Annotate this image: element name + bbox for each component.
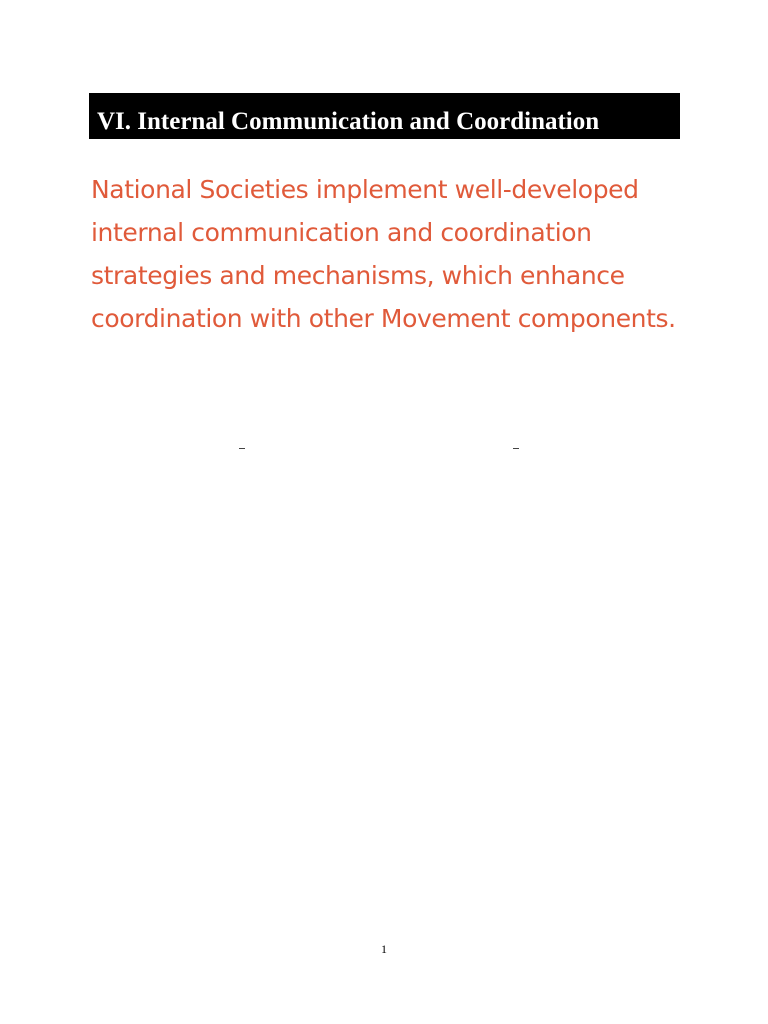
page-number: 1 <box>381 942 387 956</box>
section-heading: VI. Internal Communication and Coordination <box>89 93 680 139</box>
divider-mark-right <box>513 448 519 449</box>
standard-statement: National Societies implement well-developed internal communication and coordination strategies and mechanisms, which enhance coordination with other Movement components. <box>91 175 676 333</box>
divider-mark-left <box>239 448 245 449</box>
